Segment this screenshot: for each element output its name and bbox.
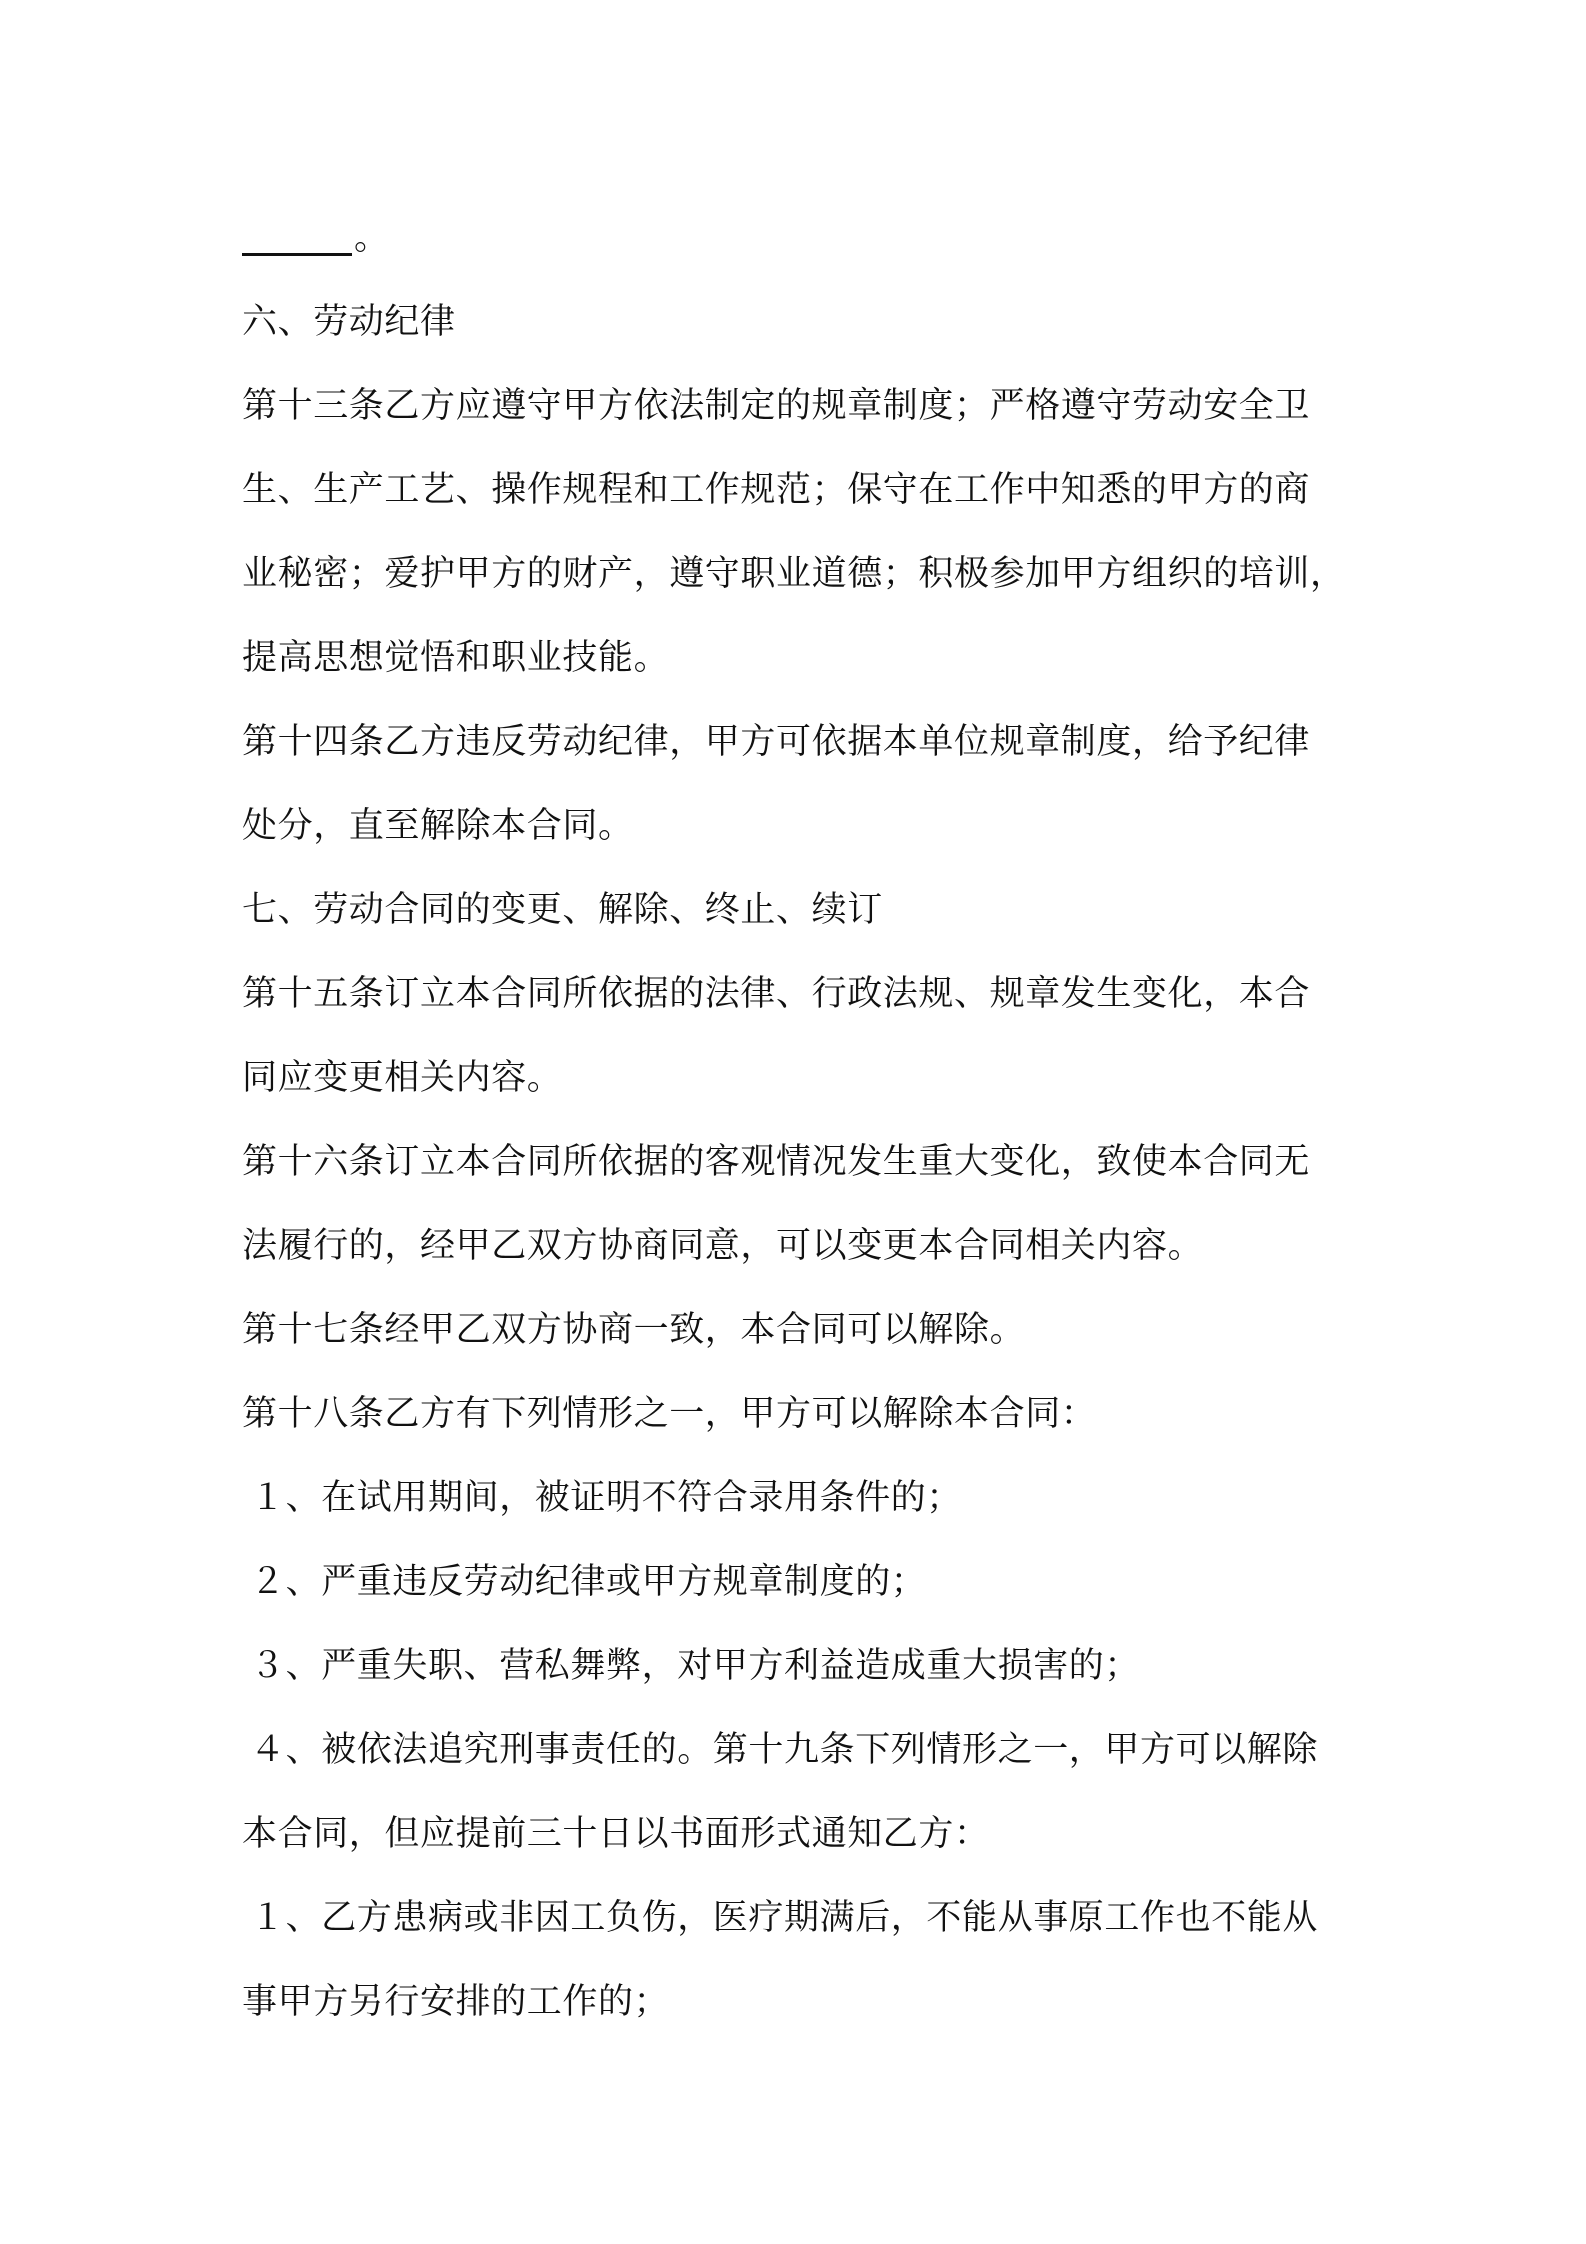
article-18-item-1: １、在试用期间，被证明不符合录用条件的； <box>250 1478 963 1518</box>
fill-in-blank <box>242 221 352 256</box>
article-19-item-1-line-2: 事甲方另行安排的工作的； <box>242 1982 670 2022</box>
article-13-line-4: 提高思想觉悟和职业技能。 <box>242 638 670 678</box>
article-14-line-2: 处分，直至解除本合同。 <box>242 806 634 846</box>
article-19-item-1-line-1: １、乙方患病或非因工负伤，医疗期满后，不能从事原工作也不能从 <box>250 1898 1319 1938</box>
article-18-item-2: ２、严重违反劳动纪律或甲方规章制度的； <box>250 1562 927 1602</box>
document-body <box>242 196 1362 2044</box>
article-18-item-4-and-article-19-line-1: ４、被依法追究刑事责任的。第十九条下列情形之一，甲方可以解除 <box>250 1730 1319 1770</box>
article-13-line-1: 第十三条乙方应遵守甲方依法制定的规章制度；严格遵守劳动安全卫 <box>242 386 1311 426</box>
fill-in-blank-line <box>242 196 1362 280</box>
article-13-line-2: 生、生产工艺、操作规程和工作规范；保守在工作中知悉的甲方的商 <box>242 470 1311 510</box>
article-18-item-3: ３、严重失职、营私舞弊，对甲方利益造成重大损害的； <box>250 1646 1141 1686</box>
article-14-line-1: 第十四条乙方违反劳动纪律，甲方可依据本单位规章制度，给予纪律 <box>242 722 1311 762</box>
article-19-line-2: 本合同，但应提前三十日以书面形式通知乙方： <box>242 1814 990 1854</box>
section-heading-labor-discipline: 六、劳动纪律 <box>242 302 456 342</box>
article-13-line-3: 业秘密；爱护甲方的财产，遵守职业道德；积极参加甲方组织的培训， <box>242 554 1346 594</box>
article-16-line-1: 第十六条订立本合同所依据的客观情况发生重大变化，致使本合同无 <box>242 1142 1311 1182</box>
article-18-line: 第十八条乙方有下列情形之一，甲方可以解除本合同： <box>242 1394 1097 1434</box>
blank-line-period: 。 <box>354 218 390 258</box>
article-15-line-2: 同应变更相关内容。 <box>242 1058 563 1098</box>
article-15-line-1: 第十五条订立本合同所依据的法律、行政法规、规章发生变化，本合 <box>242 974 1311 1014</box>
article-16-line-2: 法履行的，经甲乙双方协商同意，可以变更本合同相关内容。 <box>242 1226 1204 1266</box>
section-heading-contract-changes: 七、劳动合同的变更、解除、终止、续订 <box>242 890 883 930</box>
article-17-line: 第十七条经甲乙双方协商一致，本合同可以解除。 <box>242 1310 1026 1350</box>
